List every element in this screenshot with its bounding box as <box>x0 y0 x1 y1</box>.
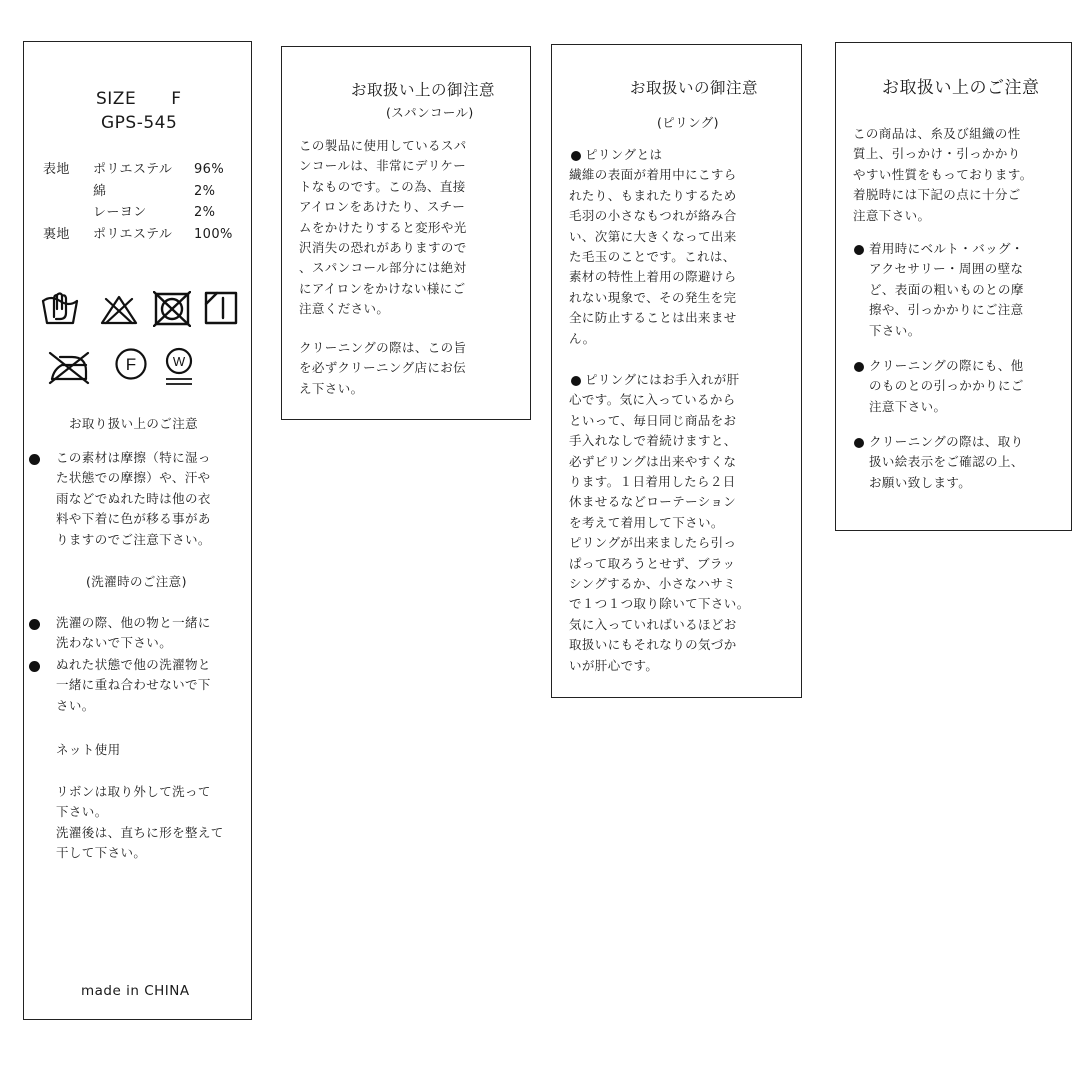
text-line: 扱い絵表示をご確認の上、 <box>869 454 1024 470</box>
label-subtitle: (ピリング) <box>657 115 719 130</box>
caution-bullet <box>56 448 211 550</box>
text-line: ん。 <box>569 330 596 346</box>
bullet-dot <box>29 454 40 465</box>
text-line: れたり、もまれたりするため <box>569 187 737 203</box>
text-line: え下さい。 <box>299 380 364 396</box>
hand-wash-icon <box>41 289 79 327</box>
size-line: SIZE F <box>96 89 182 109</box>
no-tumble-dry-icon <box>153 291 191 327</box>
care-label-pilling <box>551 44 802 698</box>
bullet-dot <box>854 362 864 372</box>
wash-bullet-1 <box>56 613 211 654</box>
text-line: 注意ください。 <box>299 301 390 317</box>
snag-bullet-1 <box>869 239 1024 341</box>
material-table <box>43 159 233 245</box>
text-line: アクセサリー・周囲の壁な <box>869 261 1024 277</box>
text-line: を考えて着用して下さい。 <box>569 514 724 530</box>
text-line: 雨などでぬれた時は他の衣 <box>56 490 211 506</box>
text-line: 沢消失の恐れがありますので <box>299 240 467 256</box>
text-line: ぱって取ろうとせず、ブラッ <box>569 555 736 571</box>
dry-clean-f-icon <box>114 347 148 381</box>
text-line: 取扱いにもそれなりの気づか <box>569 637 737 653</box>
label-subtitle: (スパンコール) <box>386 105 474 120</box>
no-bleach-icon <box>100 295 138 325</box>
text-line: を必ずクリーニング店にお伝 <box>299 360 467 376</box>
text-line: ンコールは、非常にデリケー <box>299 158 467 174</box>
pilling-definition <box>569 145 737 349</box>
text-line: ぬれた状態で他の洗濯物と <box>56 657 211 672</box>
snag-bullet-3 <box>869 432 1024 493</box>
text-line: 毛羽の小さなもつれが絡み合 <box>569 208 737 224</box>
text-line: 、スパンコール部分には絶対 <box>299 260 467 276</box>
pilling-care <box>569 370 750 676</box>
text-line: 気に入っていればいるほどお <box>569 616 737 632</box>
ribbon-note <box>56 782 224 864</box>
text-line: で１つ１つ取り除いて下さい。 <box>569 596 750 612</box>
text-line: この製品に使用しているスパ <box>299 138 467 153</box>
label-title: お取扱い上のご注意 <box>882 78 1040 98</box>
text-line: 干して下さい。 <box>56 845 147 861</box>
text-line: ピリングが出来ましたら引っ <box>569 535 737 551</box>
text-line: ピリングとは <box>585 147 663 162</box>
dry-clean-letter: F <box>125 355 137 374</box>
text-line: 料や下着に色が移る事があ <box>56 511 211 527</box>
label-title: お取扱い上の御注意 <box>351 81 496 99</box>
wash-bullet-2 <box>56 655 211 716</box>
text-line: 下さい。 <box>869 322 921 338</box>
wet-clean-w-icon <box>163 347 195 387</box>
text-line: た毛玉のことです。これは、 <box>569 249 736 265</box>
text-line: 手入れなしで着続けますと、 <box>569 433 737 449</box>
text-line: トなものです。この為、直接 <box>299 178 466 194</box>
snag-intro <box>853 124 1033 226</box>
model-number: GPS-545 <box>101 113 178 133</box>
text-line: い、次第に大きくなって出来 <box>569 228 737 244</box>
text-line: のものとの引っかかりにご <box>869 378 1024 394</box>
text-line: れない現象で、その発生を完 <box>569 289 737 305</box>
text-line: 質上、引っかけ・引っかかり <box>853 146 1021 162</box>
text-line: りますのでご注意下さい。 <box>56 531 211 547</box>
text-line: クリーニングの際は、この旨 <box>299 340 467 355</box>
material-row: 綿 2% <box>93 183 216 199</box>
text-line: 必ずピリングは出来やすくな <box>569 453 737 469</box>
text-line: 全に防止することは出来ませ <box>569 310 737 326</box>
text-line: 着脱時には下記の点に十分ご <box>853 187 1021 203</box>
bullet-dot <box>854 438 864 448</box>
text-line: いが肝心です。 <box>569 657 659 673</box>
text-line: 心です。気に入っているから <box>569 392 736 408</box>
text-line: この商品は、糸及び組織の性 <box>853 126 1021 141</box>
net-use: ネット使用 <box>56 742 121 757</box>
text-line: 注意下さい。 <box>869 398 947 414</box>
bullet-dot <box>29 661 40 672</box>
text-line: 注意下さい。 <box>853 207 931 223</box>
caution-title: お取り扱い上のご注意 <box>69 416 199 431</box>
text-line: 洗わないで下さい。 <box>56 635 173 651</box>
material-row: 表地 ポリエステル 96% <box>43 162 225 177</box>
text-line: 着用時にベルト・バッグ・ <box>869 241 1024 256</box>
text-line: ピリングにはお手入れが肝 <box>585 372 740 387</box>
drip-dry-shade-icon <box>204 291 238 325</box>
wet-clean-letter: W <box>172 354 186 369</box>
bullet-dot <box>29 619 40 630</box>
text-line: 素材の特性上着用の際避けら <box>569 269 737 285</box>
text-line: クリーニングの際は、取り <box>869 434 1024 449</box>
text-line: クリーニングの際にも、他 <box>869 358 1024 373</box>
text-line: といって、毎日同じ商品をお <box>569 412 737 428</box>
bullet-dot <box>854 245 864 255</box>
text-line: 洗濯後は、直ちに形を整えて <box>56 824 224 840</box>
care-label-snag <box>835 42 1072 531</box>
text-line: シングするか、小さなハサミ <box>569 576 737 592</box>
sequin-paragraph <box>299 136 467 320</box>
cleaning-paragraph <box>299 338 466 399</box>
text-line: さい。 <box>56 697 95 713</box>
care-label-main <box>23 41 252 1020</box>
care-label-sequin <box>281 46 531 420</box>
text-line: ります。１日着用したら２日 <box>569 474 736 490</box>
text-line: アイロンをあけたり、スチー <box>299 199 466 215</box>
text-line: お願い致します。 <box>869 474 972 490</box>
snag-bullet-2 <box>869 356 1024 417</box>
text-line: た状態での摩擦）や、汗や <box>56 470 211 486</box>
text-line: リボンは取り外して洗って <box>56 784 211 799</box>
text-line: ど、表面の粗いものとの摩 <box>869 281 1024 297</box>
text-line: やすい性質をもっております。 <box>853 166 1033 182</box>
wash-caution-title: (洗濯時のご注意) <box>86 574 187 589</box>
text-line: 擦や、引っかかりにご注意 <box>869 302 1024 318</box>
text-line: この素材は摩擦（特に湿っ <box>56 450 211 465</box>
country-of-origin: made in CHINA <box>81 983 190 999</box>
label-title: お取扱いの御注意 <box>630 79 759 97</box>
text-line: 繊維の表面が着用中にこすら <box>569 167 737 183</box>
material-row: 裏地 ポリエステル 100% <box>43 226 233 242</box>
no-iron-icon <box>46 349 92 385</box>
text-line: ムをかけたりすると変形や光 <box>299 219 467 235</box>
text-line: にアイロンをかけない様にご <box>299 280 466 296</box>
text-line: 下さい。 <box>56 804 108 820</box>
material-row: レーヨン 2% <box>93 205 216 220</box>
text-line: 洗濯の際、他の物と一緒に <box>56 615 211 630</box>
text-line: 休ませるなどローテーション <box>569 494 737 510</box>
text-line: 一緒に重ね合わせないで下 <box>56 677 211 693</box>
